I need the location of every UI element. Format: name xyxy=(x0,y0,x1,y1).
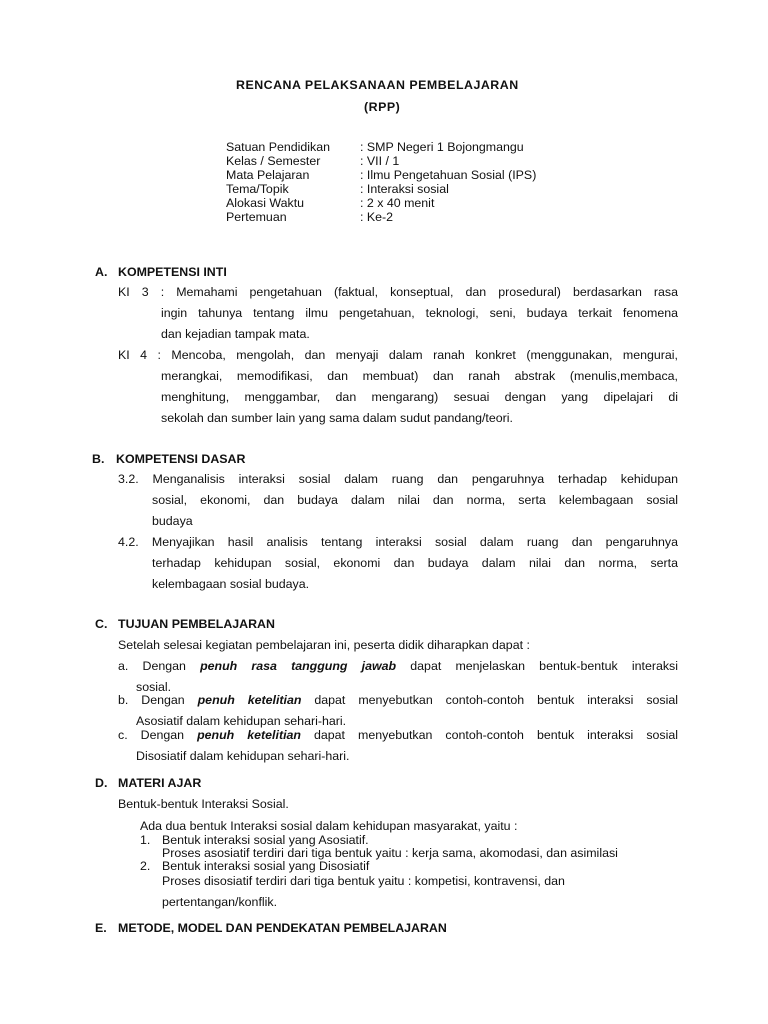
tujuan-text: b. Dengan xyxy=(118,693,198,707)
kd42-line: terhadap kehidupan sosial, ekonomi dan budaya dalam nilai dan norma, serta xyxy=(152,556,678,570)
tujuan-item-a-cont: sosial. xyxy=(136,680,172,694)
materi-item-desc: Proses disosiatif terdiri dari tiga bentuk yaitu : kompetisi, kontravensi, dan xyxy=(162,874,565,888)
document-title: RENCANA PELAKSANAAN PEMBELAJARAN xyxy=(236,78,519,92)
identity-label: Kelas / Semester xyxy=(226,154,321,168)
identity-label: Mata Pelajaran xyxy=(226,168,310,182)
ki3-line: ingin tahunya tentang ilmu pengetahuan, teknologi, seni, budaya terkait fenomena xyxy=(161,306,678,320)
identity-value: : Interaksi sosial xyxy=(360,182,449,196)
tujuan-item-b xyxy=(118,693,678,707)
materi-item-title: Bentuk interaksi sosial yang Disosiatif xyxy=(162,859,370,873)
kd42-line: kelembagaan sosial budaya. xyxy=(152,577,310,591)
ki4-line: merangkai, memodifikasi, dan membuat) dan ranah abstrak (menulis,membaca, xyxy=(161,369,678,383)
identity-value: : SMP Negeri 1 Bojongmangu xyxy=(360,140,524,154)
tujuan-text: dapat menjelaskan bentuk-bentuk interaksi xyxy=(396,659,678,673)
identity-value: : VII / 1 xyxy=(360,154,400,168)
identity-label: Pertemuan xyxy=(226,210,287,224)
tujuan-intro: Setelah selesai kegiatan pembelajaran ini, peserta didik diharapkan dapat : xyxy=(118,638,530,652)
materi-topic: Bentuk-bentuk Interaksi Sosial. xyxy=(118,797,289,811)
section-heading: METODE, MODEL DAN PENDEKATAN PEMBELAJARAN xyxy=(118,921,447,935)
materi-item-number: 1. xyxy=(140,833,151,847)
materi-item-desc: Proses asosiatif terdiri dari tiga bentuk yaitu : kerja sama, akomodasi, dan asimilasi xyxy=(162,846,618,860)
section-heading: TUJUAN PEMBELAJARAN xyxy=(118,617,275,631)
kd42-line: 4.2. Menyajikan hasil analisis tentang interaksi sosial dalam ruang dan pengaruhnya xyxy=(118,535,678,549)
identity-value: : 2 x 40 menit xyxy=(360,196,435,210)
document-subtitle: (RPP) xyxy=(364,100,401,114)
tujuan-item-c xyxy=(118,728,678,742)
identity-label: Satuan Pendidikan xyxy=(226,140,331,154)
section-letter: B. xyxy=(92,452,105,466)
section-heading: KOMPETENSI INTI xyxy=(118,265,227,279)
identity-value: : Ke-2 xyxy=(360,210,394,224)
ki4-line: menghitung, menggambar, dan mengarang) sesuai dengan yang dipelajari di xyxy=(161,390,678,404)
tujuan-text: a. Dengan xyxy=(118,659,201,673)
section-heading: KOMPETENSI DASAR xyxy=(116,452,246,466)
identity-label: Tema/Topik xyxy=(226,182,289,196)
section-letter: D. xyxy=(95,776,108,790)
kd32-line: budaya xyxy=(152,514,193,528)
ki3-line: KI 3 : Memahami pengetahuan (faktual, konseptual, dan prosedural) berdasarkan rasa xyxy=(118,285,678,299)
ki4-line: KI 4 : Mencoba, mengolah, dan menyaji dalam ranah konkret (menggunakan, mengurai, xyxy=(118,348,678,362)
section-letter: A. xyxy=(95,265,108,279)
materi-item-title: Bentuk interaksi sosial yang Asosiatif. xyxy=(162,833,369,847)
identity-label: Alokasi Waktu xyxy=(226,196,305,210)
ki3-line: dan kejadian tampak mata. xyxy=(161,327,310,341)
materi-intro: Ada dua bentuk Interaksi sosial dalam kehidupan masyarakat, yaitu : xyxy=(140,819,518,833)
section-heading: MATERI AJAR xyxy=(118,776,202,790)
materi-item-desc: pertentangan/konflik. xyxy=(162,895,278,909)
section-letter: E. xyxy=(95,921,107,935)
materi-item-number: 2. xyxy=(140,859,151,873)
tujuan-item-a xyxy=(118,659,678,673)
kd32-line: 3.2. Menganalisis interaksi sosial dalam ruang dan pengaruhnya terhadap kehidupan xyxy=(118,472,678,486)
tujuan-text: dapat menyebutkan contoh-contoh bentuk interaksi sosial xyxy=(301,693,678,707)
tujuan-emphasis: penuh ketelitian xyxy=(197,728,301,742)
section-letter: C. xyxy=(95,617,108,631)
tujuan-emphasis: penuh ketelitian xyxy=(197,693,302,707)
tujuan-item-b-cont: Asosiatif dalam kehidupan sehari-hari. xyxy=(136,714,347,728)
tujuan-text: c. Dengan xyxy=(118,728,198,742)
tujuan-item-c-cont: Disosiatif dalam kehidupan sehari-hari. xyxy=(136,749,350,763)
kd32-line: sosial, ekonomi, dan budaya dalam nilai dan norma, serta kelembagaan sosial xyxy=(152,493,678,507)
identity-value: : Ilmu Pengetahuan Sosial (IPS) xyxy=(360,168,537,182)
ki4-line: sekolah dan sumber lain yang sama dalam sudut pandang/teori. xyxy=(161,411,513,425)
tujuan-text: dapat menyebutkan contoh-contoh bentuk interaksi sosial xyxy=(300,728,678,742)
tujuan-emphasis: penuh rasa tanggung jawab xyxy=(200,659,397,673)
